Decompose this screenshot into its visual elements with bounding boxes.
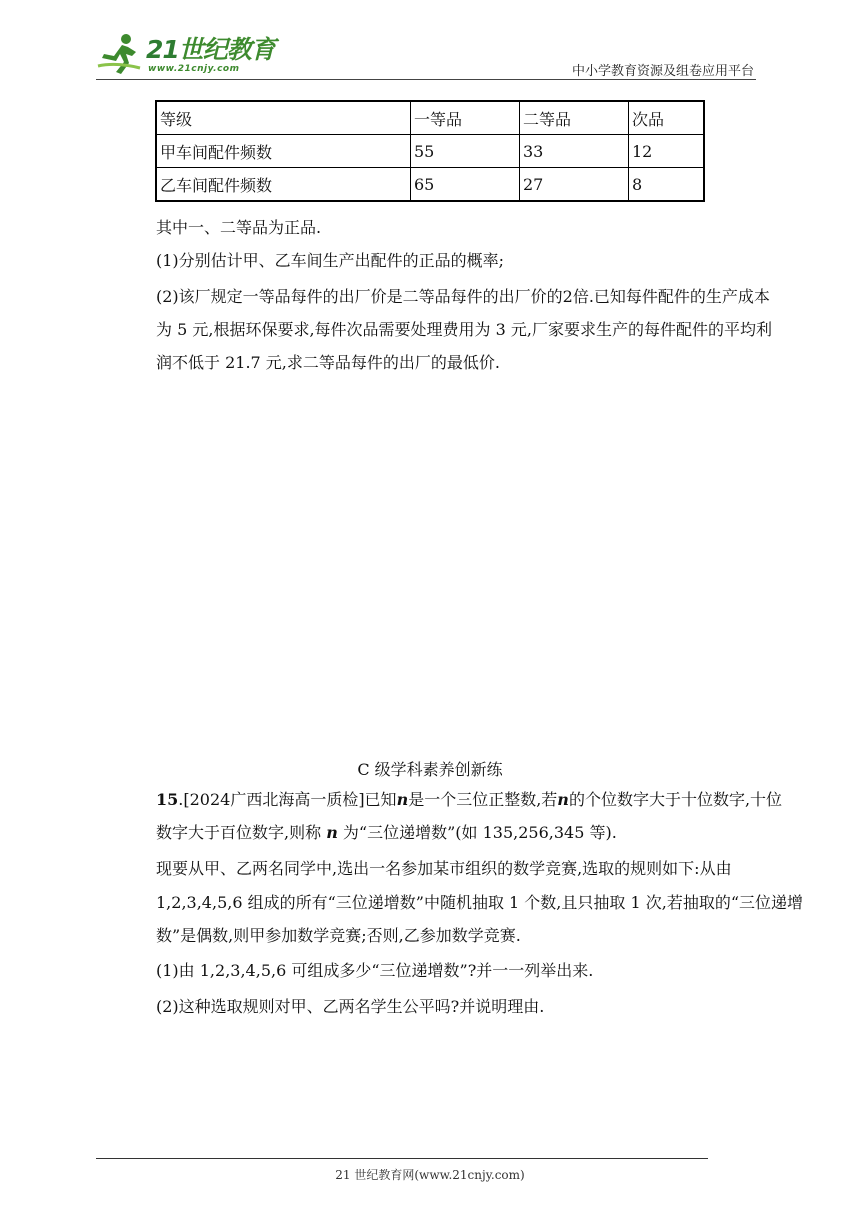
- q15-part1: (1)由 1,2,3,4,5,6 可组成多少“三位递增数”?并一一列举出来.: [156, 961, 594, 980]
- header-platform-name: 中小学教育资源及组卷应用平台: [571, 64, 754, 79]
- table-header-cell: 一等品: [411, 101, 520, 135]
- q15-part2: (2)这种选取规则对甲、乙两名学生公平吗?并说明理由.: [156, 997, 545, 1016]
- section-title: C 级学科素养创新练: [357, 760, 503, 779]
- table-row: [156, 135, 704, 168]
- table-header-cell: 二等品: [520, 101, 629, 135]
- grade-frequency-table: [155, 100, 705, 202]
- runner-logo-icon: [96, 32, 142, 76]
- q15-line5: 数”是偶数,则甲参加数学竞赛;否则,乙参加数学竞赛.: [156, 926, 521, 945]
- q14-part2-line1: (2)该厂规定一等品每件的出厂价是二等品每件的出厂价的2倍.已知每件配件的生产成本: [156, 287, 770, 306]
- q14-part2-line2: 为 5 元,根据环保要求,每件次品需要处理费用为 3 元,厂家要求生产的每件配件的平均利: [156, 320, 772, 339]
- q15-line3: 现要从甲、乙两名同学中,选出一名参加某市组织的数学竞赛,选取的规则如下:从由: [156, 859, 732, 878]
- table-header-cell: 次品: [629, 101, 705, 135]
- q15-line4: 1,2,3,4,5,6 组成的所有“三位递增数”中随机抽取 1 个数,且只抽取 1 次,若抽取的“三位递增: [156, 893, 804, 912]
- q15-number: 15: [156, 790, 179, 809]
- q15-line2: 数字大于百位数字,则称 n 为“三位递增数”(如 135,256,345 等).: [156, 823, 617, 842]
- table-header-cell: 等级: [156, 101, 411, 135]
- table-cell: 12: [629, 135, 705, 168]
- table-row: [156, 168, 704, 202]
- table-cell: 55: [411, 135, 520, 168]
- table-cell: 65: [411, 168, 520, 202]
- table-cell: 甲车间配件频数: [156, 135, 411, 168]
- q15-line1: 15.[2024广西北海高一质检]已知n是一个三位正整数,若n的个位数字大于十位数字,十位: [156, 790, 783, 809]
- q14-note: 其中一、二等品为正品.: [156, 218, 322, 237]
- table-cell: 33: [520, 135, 629, 168]
- site-logo: [96, 30, 275, 80]
- footer-divider: [96, 1158, 708, 1159]
- logo-url: www.21cnjy.com: [148, 64, 240, 74]
- table-cell: 8: [629, 168, 705, 202]
- table-cell: 乙车间配件频数: [156, 168, 411, 202]
- q14-part2-line3: 润不低于 21.7 元,求二等品每件的出厂的最低价.: [156, 353, 500, 372]
- header-divider: [96, 79, 756, 80]
- table-header-row: [156, 101, 704, 135]
- q14-part1: (1)分别估计甲、乙车间生产出配件的正品的概率;: [156, 251, 505, 270]
- footer-text: 21 世纪教育网(www.21cnjy.com): [335, 1168, 525, 1182]
- table-cell: 27: [520, 168, 629, 202]
- logo-wordmark: 21世纪教育: [146, 35, 275, 64]
